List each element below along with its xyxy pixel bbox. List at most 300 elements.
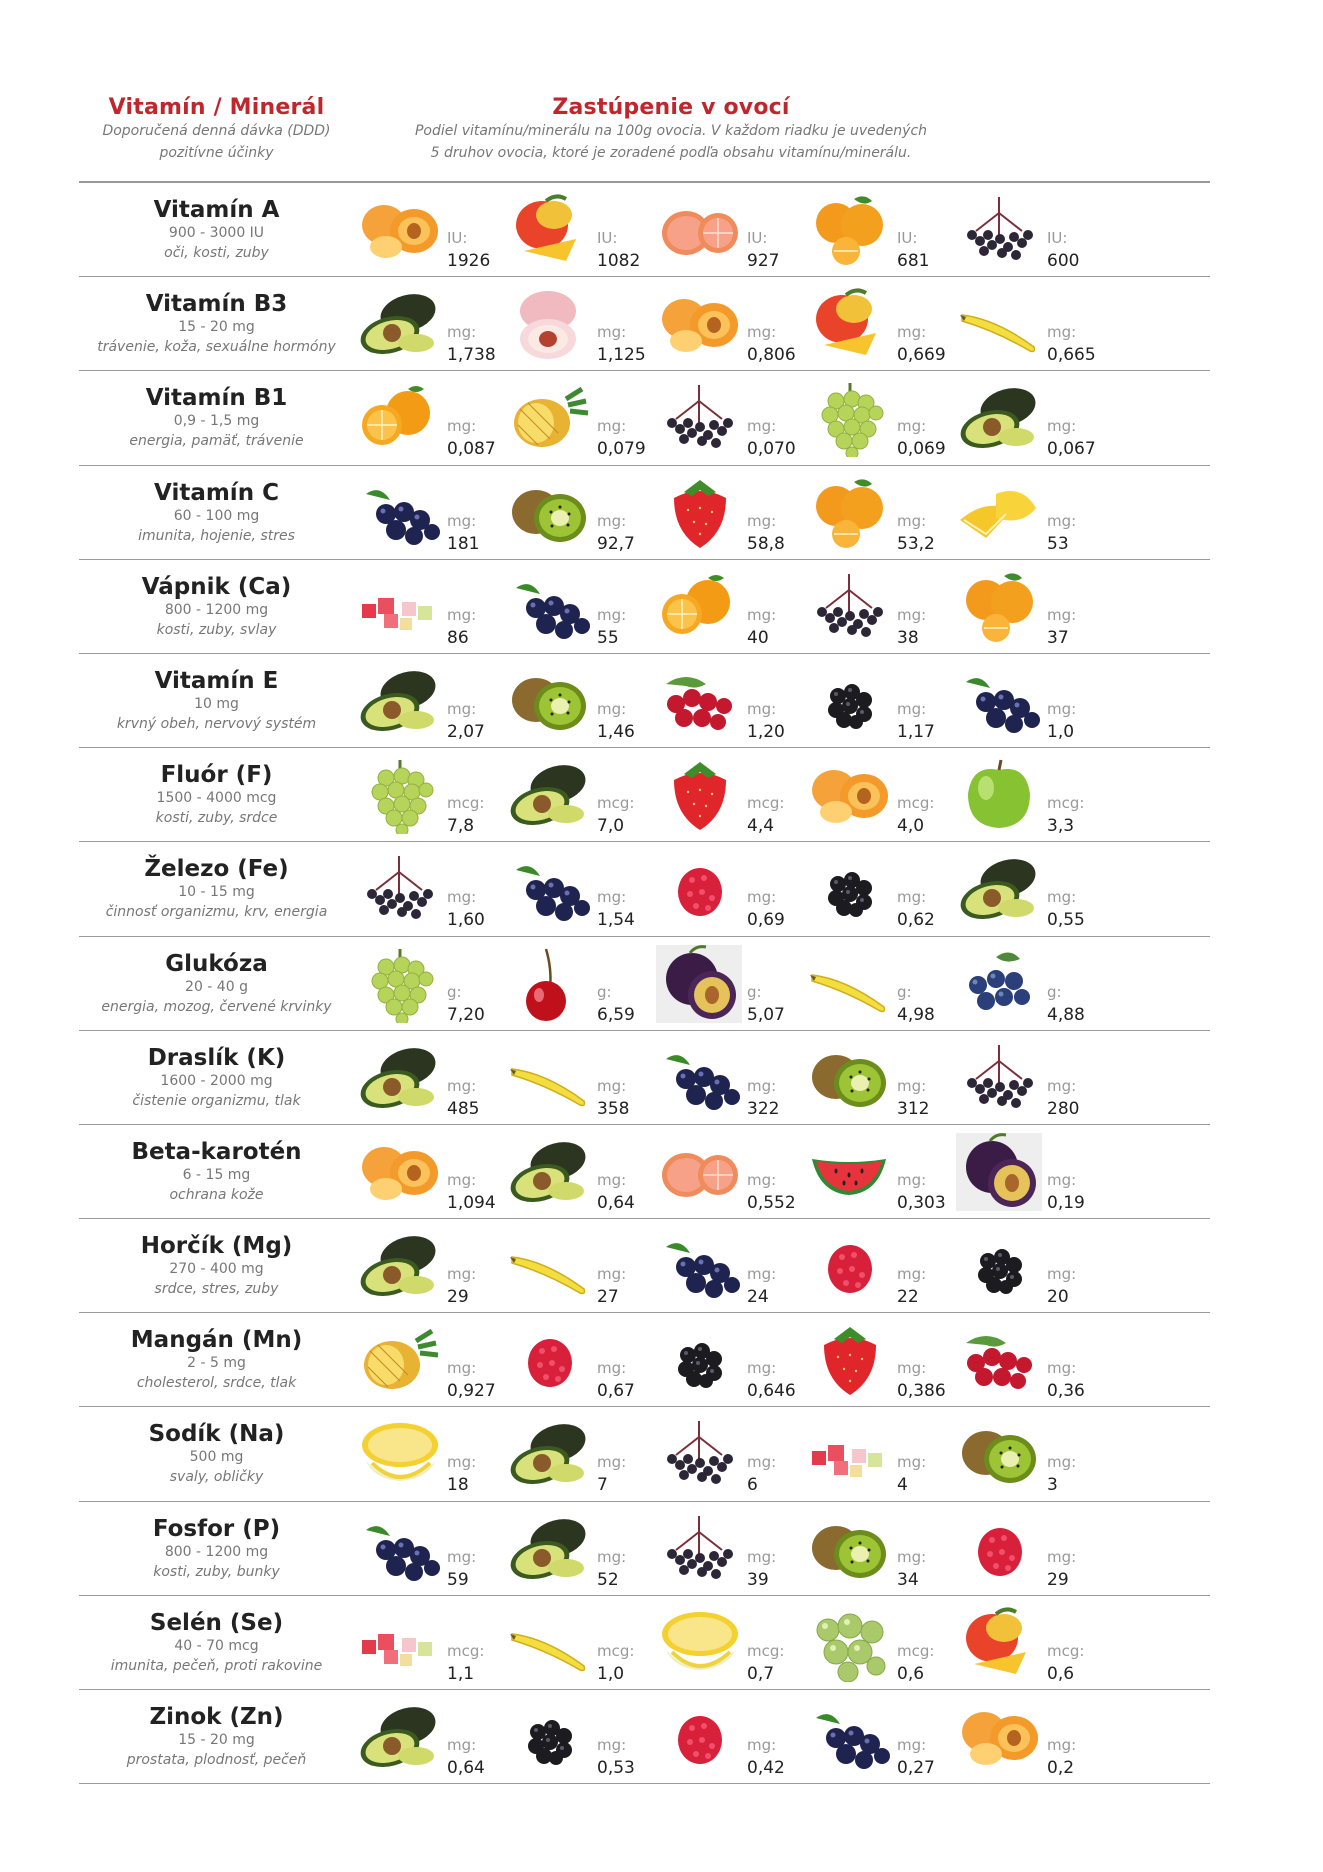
nutrient-row	[79, 842, 1210, 936]
fruit-unit: mcg:	[447, 1641, 485, 1660]
fruit-unit: mg:	[447, 1453, 477, 1472]
fruit-unit: mg:	[897, 1076, 927, 1095]
fruit-unit: mg:	[747, 1265, 777, 1284]
fruit-unit: mg:	[447, 1170, 477, 1189]
nutrient-name: Fosfor (P)	[152, 1515, 281, 1542]
avocado-icon	[506, 1415, 592, 1493]
fruit-cell	[956, 1690, 1136, 1783]
fruit-unit: mg:	[897, 888, 927, 907]
header-right-subtitle-1: Podiel vitamínu/minerálu na 100g ovocia. V každom riadku je uvedených	[414, 123, 928, 139]
nutrient-effects: ochrana kože	[169, 1186, 264, 1203]
avocado-icon	[356, 1698, 442, 1776]
nutrient-name: Draslík (K)	[147, 1044, 286, 1071]
grapefruit-icon	[656, 191, 742, 269]
fruit-unit: mcg:	[897, 1641, 935, 1660]
fruit-unit: mcg:	[1047, 1641, 1085, 1660]
nutrient-dose: 10 - 15 mg	[178, 884, 255, 901]
banana-icon	[506, 1039, 592, 1117]
nutrient-info	[79, 1031, 354, 1124]
fruit-unit: mg:	[597, 1359, 627, 1378]
blackberry-icon	[806, 850, 892, 928]
fruit-value: 86	[447, 627, 469, 648]
fruit-value: 485	[447, 1098, 480, 1119]
header-left-title: Vitamín / Minerál	[108, 95, 325, 120]
nutrient-info	[79, 1502, 354, 1595]
fruit-unit: mg:	[597, 511, 627, 530]
nutrient-dose: 40 - 70 mcg	[174, 1637, 259, 1654]
lemon-icon	[956, 474, 1042, 552]
strawberry-icon	[656, 756, 742, 834]
fruit-unit: mg:	[447, 1736, 477, 1754]
nutrient-row	[79, 748, 1210, 842]
fruit-unit: mg:	[447, 605, 477, 624]
fruit-cell	[956, 371, 1136, 464]
elderberry-icon	[956, 191, 1042, 269]
avocado-icon	[956, 379, 1042, 457]
fruit-unit: mg:	[1047, 888, 1077, 907]
nutrient-dose: 800 - 1200 mg	[164, 1543, 269, 1560]
apricot-icon	[356, 1133, 442, 1211]
fruit-value: 681	[897, 251, 930, 271]
fruit-cell	[956, 1125, 1136, 1218]
blackcurrant-icon	[356, 1510, 442, 1588]
fruit-unit: mg:	[1047, 1170, 1077, 1189]
nutrient-info	[79, 748, 354, 841]
nutrient-effects: trávenie, koža, sexuálne hormóny	[97, 339, 336, 356]
nutrient-info	[79, 466, 354, 559]
fruit-cell	[956, 748, 1136, 841]
fruit-value: 0,669	[897, 345, 946, 366]
apricot-icon	[656, 285, 742, 363]
fruit-value: 38	[897, 627, 919, 648]
fruit-value: 7,0	[597, 816, 625, 837]
fruit-unit: mg:	[747, 699, 777, 718]
nutrient-info	[79, 1219, 354, 1312]
elderberry-icon	[656, 1415, 742, 1493]
nutrient-effects: kosti, zuby, srdce	[155, 810, 278, 827]
fruit-cell	[956, 1313, 1136, 1406]
blackcurrant-icon	[356, 474, 442, 552]
header-left-subtitle-1: Doporučená denná dávka (DDD)	[102, 123, 331, 139]
blackberry-icon	[656, 1321, 742, 1399]
fruit-cell	[956, 842, 1136, 935]
elderberry-icon	[656, 379, 742, 457]
fruit-value: 53	[1047, 533, 1069, 554]
fruit-unit: mcg:	[897, 794, 935, 813]
nutrient-info	[79, 277, 354, 370]
nutrient-name: Selén (Se)	[149, 1609, 284, 1636]
nutrient-dose: 6 - 15 mg	[182, 1166, 251, 1183]
fruit-value: 5,07	[747, 1004, 785, 1025]
blackcurrant-icon	[506, 850, 592, 928]
avocado-icon	[356, 1227, 442, 1305]
nutrient-name: Fluór (F)	[160, 762, 273, 789]
fruit-value: 0,6	[1047, 1663, 1075, 1684]
fruit-unit: mg:	[1047, 1547, 1077, 1566]
fruit-value: 52	[597, 1569, 619, 1590]
fruit-value: 358	[597, 1098, 630, 1119]
fruit-unit: mg:	[1047, 1076, 1077, 1095]
fruit-unit: mcg:	[597, 794, 635, 813]
nutrient-dose: 2 - 5 mg	[187, 1355, 246, 1372]
fruit-value: 1,0	[1047, 721, 1075, 742]
grapefruit-icon	[656, 1133, 742, 1211]
fruit-value: 0,55	[1047, 910, 1085, 931]
nutrient-info	[79, 1125, 354, 1218]
candied-fruit-icon	[806, 1415, 892, 1493]
strawberry-icon	[656, 474, 742, 552]
fruit-unit: mg:	[1047, 605, 1077, 624]
fruit-value: 0,806	[747, 345, 796, 366]
nutrient-row	[79, 371, 1210, 465]
nutrient-effects: energia, mozog, červené krvinky	[101, 998, 332, 1015]
fruit-unit: mg:	[1047, 323, 1077, 342]
fruit-unit: mg:	[747, 888, 777, 907]
fruit-unit: mg:	[747, 1736, 777, 1754]
fruit-unit: mg:	[1047, 511, 1077, 530]
fruit-unit: mg:	[747, 323, 777, 342]
nutrient-row	[79, 1031, 1210, 1125]
nutrient-effects: energia, pamäť, trávenie	[129, 433, 304, 450]
fruit-value: 53,2	[897, 533, 935, 554]
fruit-unit: mg:	[597, 1076, 627, 1095]
fruit-value: 0,42	[747, 1758, 785, 1778]
mandarin-icon	[806, 474, 892, 552]
orange-icon	[356, 379, 442, 457]
fruit-value: 24	[747, 1287, 769, 1308]
nutrient-effects: imunita, hojenie, stres	[138, 527, 295, 544]
fruit-unit: mg:	[597, 1453, 627, 1472]
nutrient-dose: 800 - 1200 mg	[164, 601, 269, 618]
fruit-unit: mg:	[747, 1170, 777, 1189]
fruit-value: 322	[747, 1098, 780, 1119]
fruit-value: 0,36	[1047, 1381, 1085, 1402]
fruit-value: 7	[597, 1475, 608, 1496]
fruit-unit: mg:	[1047, 1453, 1077, 1472]
fruit-value: 0,6	[897, 1663, 925, 1684]
header-left-subtitle-2: pozitívne účinky	[159, 145, 274, 161]
nutrient-dose: 60 - 100 mg	[173, 507, 260, 524]
fruit-unit: mg:	[897, 1265, 927, 1284]
grapes-icon	[356, 945, 442, 1023]
fruit-value: 1,094	[447, 1192, 496, 1213]
fruit-unit: mg:	[897, 1453, 927, 1472]
avocado-icon	[356, 662, 442, 740]
blackcurrant-icon	[656, 1227, 742, 1305]
fruit-value: 4,88	[1047, 1004, 1085, 1025]
nutrient-row	[79, 1596, 1210, 1690]
fruit-unit: mg:	[747, 1076, 777, 1095]
fruit-value: 3	[1047, 1475, 1058, 1496]
raspberry-icon	[806, 1227, 892, 1305]
nutrient-effects: cholesterol, srdce, tlak	[136, 1375, 297, 1392]
nutrient-name: Vitamín A	[153, 197, 280, 223]
nutrient-dose: 20 - 40 g	[185, 978, 248, 995]
fruit-value: 0,19	[1047, 1192, 1085, 1213]
fruit-unit: mg:	[1047, 699, 1077, 718]
nutrient-row	[79, 560, 1210, 654]
nutrient-effects: činnosť organizmu, krv, energia	[105, 904, 328, 921]
nutrient-dose: 15 - 20 mg	[178, 319, 255, 336]
nutrient-name: Vitamín B1	[145, 385, 288, 412]
header-right-title: Zastúpenie v ovocí	[552, 95, 790, 120]
fruit-value: 34	[897, 1569, 919, 1590]
fruit-cell	[956, 466, 1136, 559]
nutrient-name: Beta-karotén	[131, 1138, 302, 1165]
blackberry-icon	[806, 662, 892, 740]
fruit-unit: mg:	[897, 1547, 927, 1566]
nutrient-row	[79, 183, 1210, 277]
blackberry-icon	[956, 1227, 1042, 1305]
elderberry-icon	[806, 568, 892, 646]
cranberry-icon	[956, 1321, 1042, 1399]
fruit-unit: mcg:	[747, 1641, 785, 1660]
fruit-value: 0,62	[897, 910, 935, 931]
raspberry-icon	[656, 1698, 742, 1776]
nutrient-info	[79, 654, 354, 747]
avocado-icon	[506, 1510, 592, 1588]
fruit-cell	[956, 654, 1136, 747]
avocado-icon	[356, 285, 442, 363]
fruit-unit: mg:	[897, 323, 927, 342]
nutrient-info	[79, 183, 354, 276]
nutrient-effects: kosti, zuby, bunky	[153, 1563, 280, 1580]
fruit-unit: mg:	[897, 699, 927, 718]
fruit-unit: mg:	[747, 1547, 777, 1566]
fruit-value: 0,27	[897, 1758, 935, 1778]
fruit-value: 0,67	[597, 1381, 635, 1402]
fruit-value: 4,0	[897, 816, 925, 837]
fruit-unit: mg:	[897, 1359, 927, 1378]
grapes-icon	[356, 756, 442, 834]
fruit-value: 0,64	[447, 1758, 485, 1778]
fruit-value: 0,069	[897, 439, 946, 460]
kiwi-icon	[506, 662, 592, 740]
fruit-value: 0,2	[1047, 1758, 1075, 1778]
banana-icon	[506, 1604, 592, 1682]
fruit-unit: mg:	[597, 1265, 627, 1284]
nutrient-row	[79, 277, 1210, 371]
raspberry-icon	[656, 850, 742, 928]
nutrient-row	[79, 1407, 1210, 1501]
fruit-value: 0,7	[747, 1663, 775, 1684]
fruit-unit: mg:	[897, 1736, 927, 1754]
fruit-value: 0,303	[897, 1192, 946, 1213]
fruit-unit: mg:	[897, 511, 927, 530]
nutrient-name: Vápnik (Ca)	[141, 573, 292, 600]
fruit-unit: IU:	[597, 229, 618, 247]
raspberry-icon	[506, 1321, 592, 1399]
fruit-value: 58,8	[747, 533, 785, 554]
fruit-unit: mg:	[447, 699, 477, 718]
fruit-value: 29	[447, 1287, 469, 1308]
nutrient-dose: 0,9 - 1,5 mg	[173, 413, 260, 430]
nutrient-effects: prostata, plodnosť, pečeň	[126, 1752, 307, 1768]
fruit-unit: mg:	[447, 511, 477, 530]
fruit-cell	[956, 1502, 1136, 1595]
fruit-cell	[956, 1596, 1136, 1689]
blackcurrant-icon	[506, 568, 592, 646]
fruit-value: 1926	[447, 251, 491, 271]
grapes-icon	[806, 379, 892, 457]
fruit-unit: IU:	[447, 229, 468, 247]
nutrient-effects: srdce, stres, zuby	[154, 1281, 279, 1298]
cherry-icon	[506, 945, 592, 1023]
fruit-unit: mg:	[447, 1547, 477, 1566]
nutrient-row	[79, 466, 1210, 560]
fruit-value: 1,0	[597, 1663, 625, 1684]
nutrient-info	[79, 1407, 354, 1500]
fruit-value: 0,665	[1047, 345, 1096, 366]
fruit-value: 6	[747, 1475, 758, 1496]
raspberry-icon	[956, 1510, 1042, 1588]
watermelon-icon	[806, 1133, 892, 1211]
nutrient-row	[79, 1125, 1210, 1219]
header-left	[79, 96, 354, 164]
fruit-unit: g:	[747, 982, 762, 1001]
fruit-value: 1,125	[597, 345, 646, 366]
fruit-value: 0,070	[747, 439, 796, 460]
fruit-cell	[956, 1219, 1136, 1312]
fruit-value: 7,20	[447, 1004, 485, 1025]
fruit-unit: mg:	[597, 699, 627, 718]
fruit-unit: mg:	[747, 417, 777, 436]
fruit-value: 1,17	[897, 721, 935, 742]
fruit-unit: mcg:	[1047, 794, 1085, 813]
fruit-value: 1,46	[597, 721, 635, 742]
apricot-icon	[956, 1698, 1042, 1776]
fruit-value: 59	[447, 1569, 469, 1590]
fruit-value: 0,079	[597, 439, 646, 460]
fruit-unit: mg:	[447, 417, 477, 436]
fruit-unit: IU:	[747, 229, 768, 247]
fruit-unit: mg:	[597, 605, 627, 624]
elderberry-icon	[356, 850, 442, 928]
nutrient-row	[79, 937, 1210, 1031]
fruit-unit: mg:	[897, 417, 927, 436]
candied-fruit-icon	[356, 568, 442, 646]
fruit-value: 2,07	[447, 721, 485, 742]
peach-icon	[506, 285, 592, 363]
fruit-value: 40	[747, 627, 769, 648]
nutrient-info	[79, 560, 354, 653]
blackcurrant-icon	[656, 1039, 742, 1117]
fruit-cell	[956, 1407, 1136, 1500]
nutrient-info	[79, 1596, 354, 1689]
fruit-value: 7,8	[447, 816, 475, 837]
fruit-unit: mcg:	[447, 794, 485, 813]
fruit-value: 27	[597, 1287, 619, 1308]
kiwi-icon	[806, 1039, 892, 1117]
fruit-unit: mg:	[447, 323, 477, 342]
pineapple-icon	[506, 379, 592, 457]
mandarin-icon	[806, 191, 892, 269]
fruit-unit: mg:	[897, 605, 927, 624]
mandarin-icon	[956, 568, 1042, 646]
plum-icon	[956, 1133, 1042, 1211]
nutrient-row	[79, 1219, 1210, 1313]
nutrient-effects: čistenie organizmu, tlak	[132, 1092, 301, 1109]
nutrient-dose: 270 - 400 mg	[169, 1261, 264, 1278]
nutrient-row	[79, 1690, 1210, 1784]
banana-icon	[806, 945, 892, 1023]
elderberry-icon	[656, 1510, 742, 1588]
blueberry-icon	[956, 945, 1042, 1023]
elderberry-icon	[956, 1039, 1042, 1117]
nutrient-dose: 1600 - 2000 mg	[160, 1072, 273, 1089]
fruit-unit: mg:	[747, 1453, 777, 1472]
nutrient-name: Vitamín B3	[145, 291, 288, 318]
avocado-icon	[956, 850, 1042, 928]
pineapple-icon	[356, 1321, 442, 1399]
apricot-icon	[806, 756, 892, 834]
fruit-value: 0,087	[447, 439, 496, 460]
fruit-value: 280	[1047, 1098, 1080, 1119]
mango-icon	[506, 191, 592, 269]
fruit-value: 1,20	[747, 721, 785, 742]
fruit-unit: mg:	[597, 1736, 627, 1754]
fruit-value: 3,3	[1047, 816, 1075, 837]
strawberry-icon	[806, 1321, 892, 1399]
nutrient-info	[79, 842, 354, 935]
fruit-unit: mg:	[597, 323, 627, 342]
fruit-value: 37	[1047, 627, 1069, 648]
nutrient-dose: 10 mg	[194, 695, 239, 712]
nutrient-dose: 1500 - 4000 mcg	[156, 790, 277, 807]
fruit-unit: g:	[597, 982, 612, 1001]
fruit-value: 4,98	[897, 1004, 935, 1025]
nutrient-info	[79, 1313, 354, 1406]
fruit-unit: mg:	[1047, 1359, 1077, 1378]
blackcurrant-icon	[956, 662, 1042, 740]
fruit-unit: mg:	[747, 605, 777, 624]
avocado-icon	[356, 1039, 442, 1117]
fruit-value: 600	[1047, 251, 1080, 271]
kiwi-icon	[806, 1510, 892, 1588]
avocado-icon	[506, 756, 592, 834]
nutrient-name: Horčík (Mg)	[140, 1233, 293, 1260]
nutrient-name: Zinok (Zn)	[149, 1704, 284, 1730]
fruit-unit: mg:	[747, 511, 777, 530]
nutrient-effects: krvný obeh, nervový systém	[116, 715, 317, 732]
apricot-icon	[356, 191, 442, 269]
fruit-value: 29	[1047, 1569, 1069, 1590]
nutrient-dose: 15 - 20 mg	[178, 1732, 255, 1748]
fruit-unit: IU:	[1047, 229, 1068, 247]
nutrient-dose: 500 mg	[189, 1449, 244, 1466]
nutrient-effects: oči, kosti, zuby	[164, 245, 269, 261]
fruit-unit: mg:	[447, 1265, 477, 1284]
banana-icon	[506, 1227, 592, 1305]
mango-icon	[956, 1604, 1042, 1682]
header-right	[392, 96, 950, 164]
fruit-unit: mg:	[747, 1359, 777, 1378]
fruit-unit: mg:	[597, 1547, 627, 1566]
fruit-value: 1082	[597, 251, 641, 271]
melon-icon	[356, 1415, 442, 1493]
fruit-cell	[956, 1031, 1136, 1124]
candied-fruit-icon	[356, 1604, 442, 1682]
fruit-unit: mcg:	[597, 1641, 635, 1660]
fruit-value: 0,386	[897, 1381, 946, 1402]
fruit-value: 92,7	[597, 533, 635, 554]
nutrient-row	[79, 1502, 1210, 1596]
nutrient-effects: kosti, zuby, svlay	[156, 621, 277, 638]
nutrient-row	[79, 654, 1210, 748]
banana-icon	[956, 285, 1042, 363]
kiwi-icon	[506, 474, 592, 552]
fruit-value: 4	[897, 1475, 908, 1496]
